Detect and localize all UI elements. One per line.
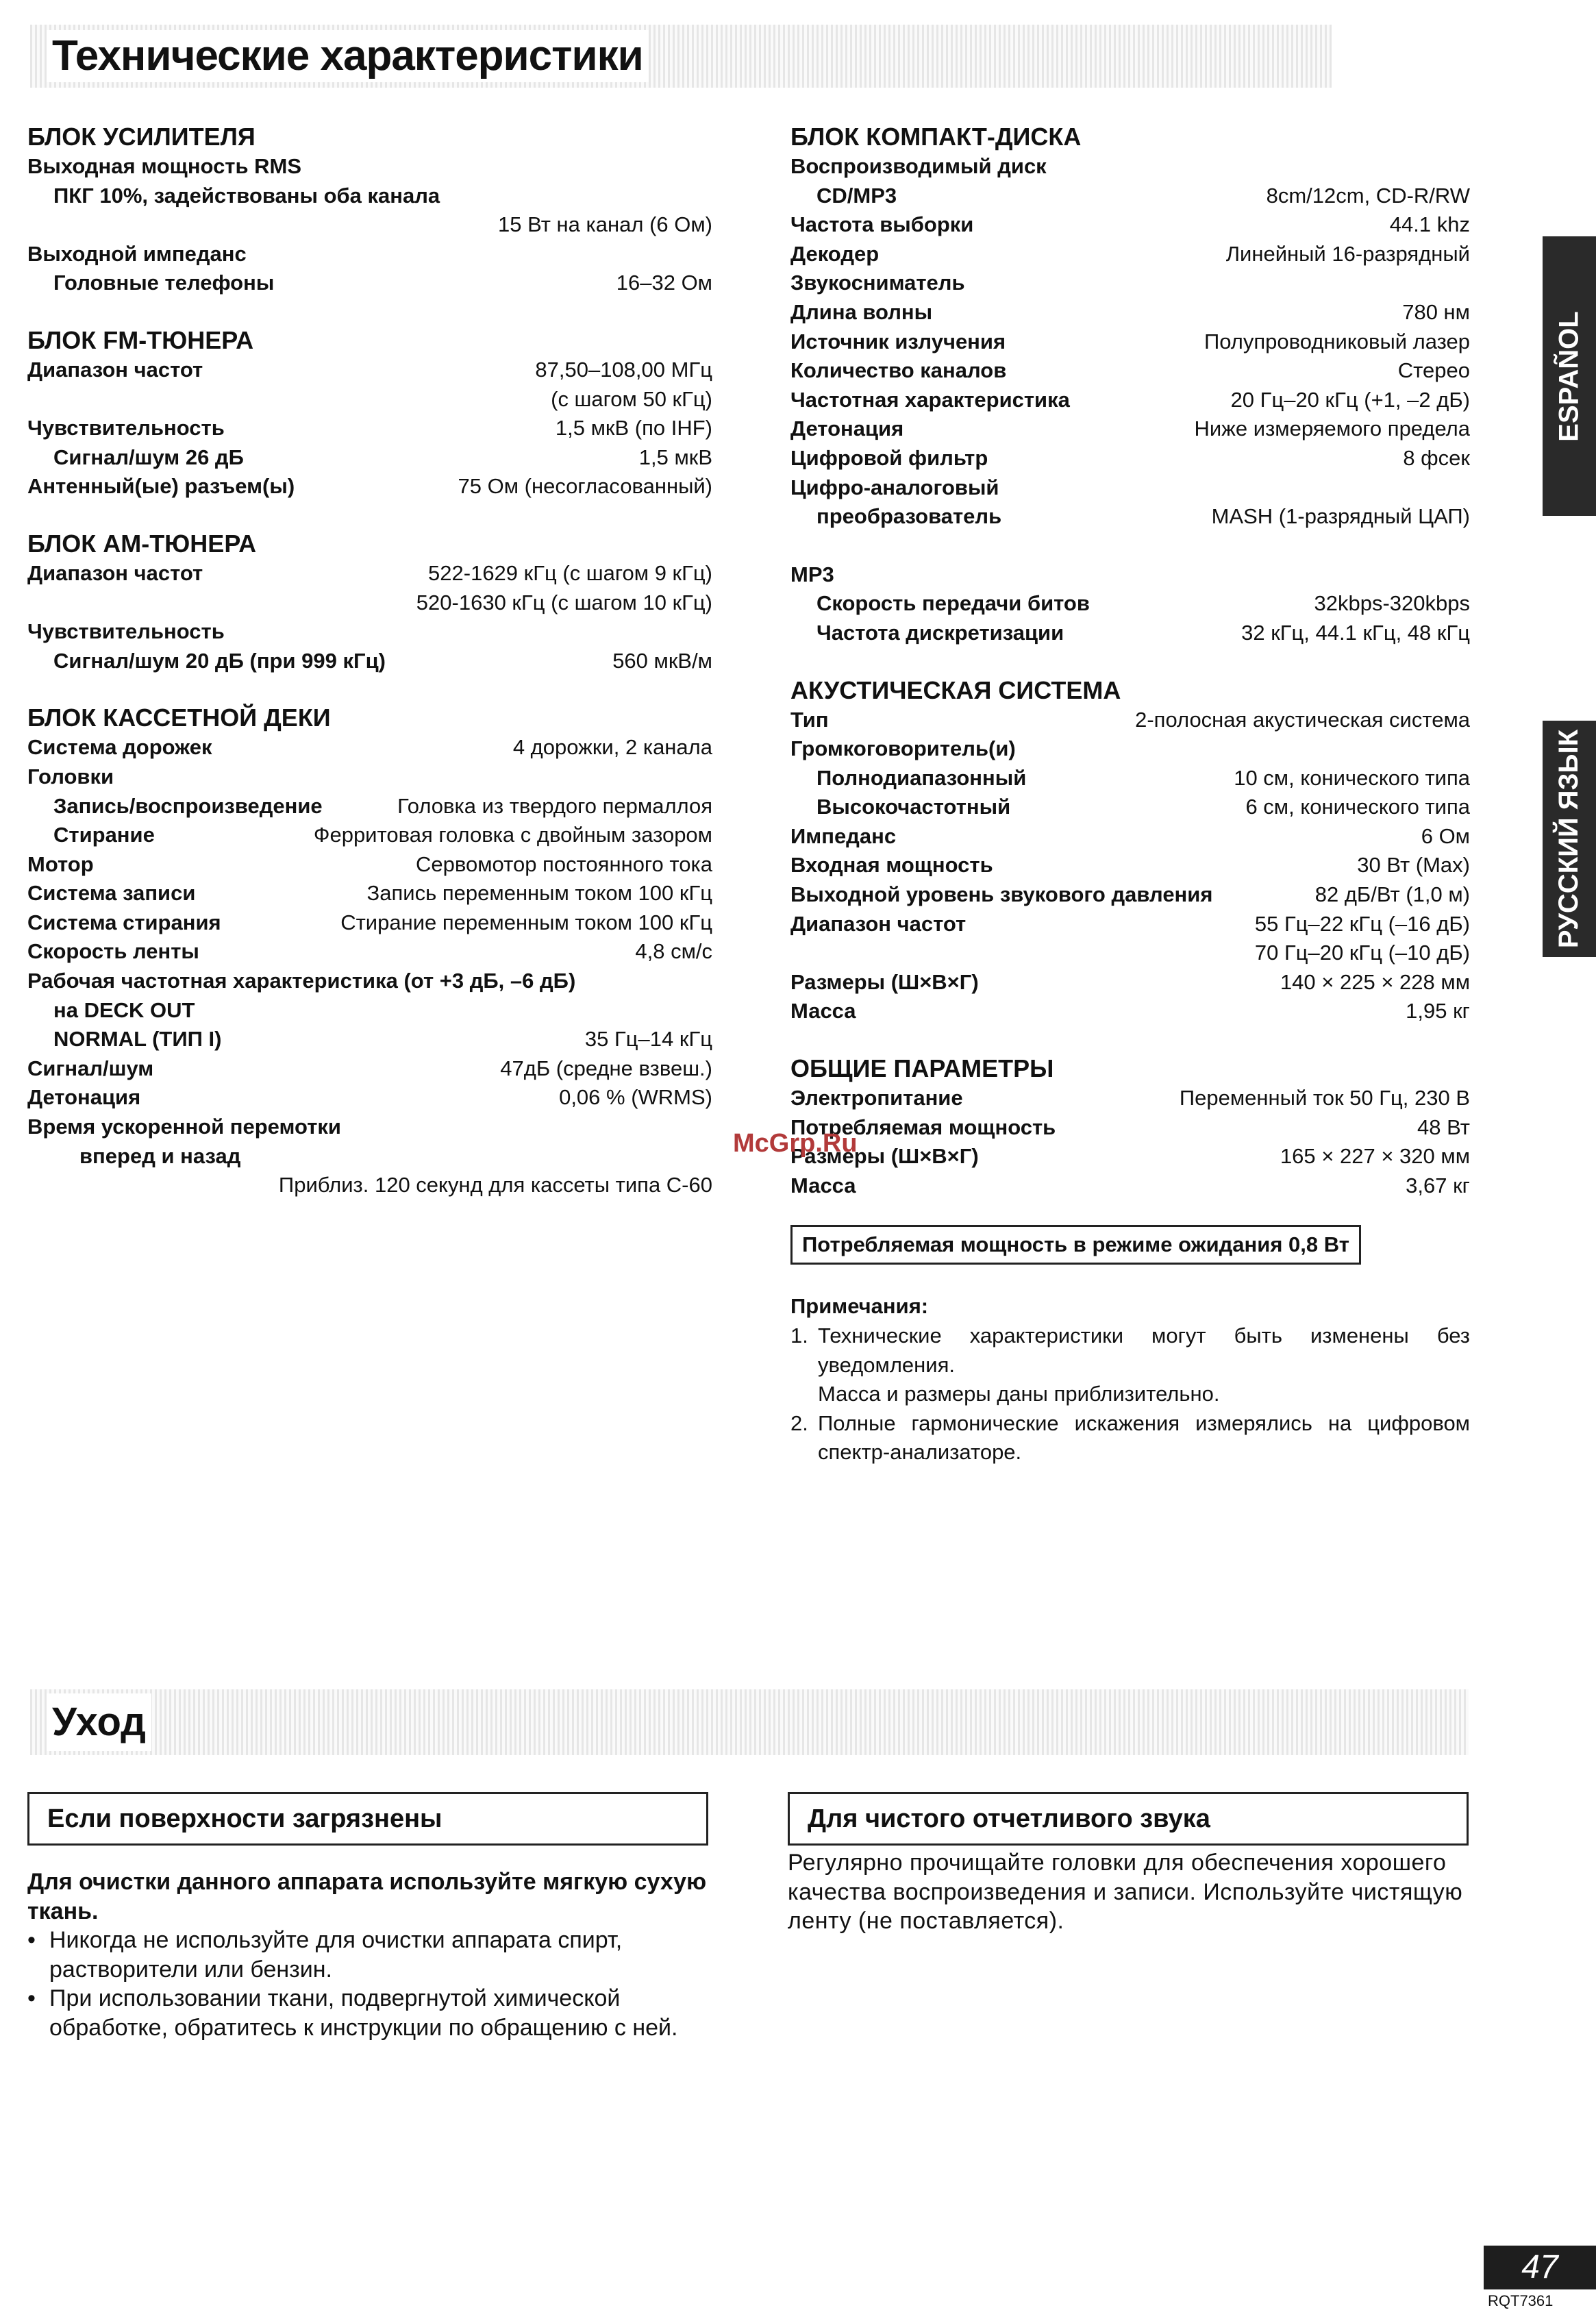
spec-label: Диапазон частот xyxy=(27,560,203,585)
spec-value: (с шагом 50 кГц) xyxy=(551,386,712,411)
spec-value: Стирание переменным током 100 кГц xyxy=(340,910,712,934)
spec-value: 70 Гц–20 кГц (–10 дБ) xyxy=(1254,941,1470,965)
spec-value: 35 Гц–14 кГц xyxy=(584,1027,712,1052)
spec-value: 48 Вт xyxy=(1417,1115,1470,1139)
spec-label: Входная мощность xyxy=(790,853,993,878)
spec-label: Система записи xyxy=(27,881,196,906)
tab-espanol: ESPAÑOL xyxy=(1543,236,1596,516)
cd-heading: БЛОК КОМПАКТ-ДИСКА xyxy=(790,123,1082,151)
spec-label: Высокочастотный xyxy=(816,795,1011,819)
note-number: 1. xyxy=(790,1324,808,1348)
spec-label: Рабочая частотная характеристика (от +3 дБ, –6 дБ) xyxy=(27,969,576,993)
spec-value: 44.1 khz xyxy=(1389,212,1470,237)
spec-value: 1,5 мкВ xyxy=(638,445,712,469)
spec-label: Запись/воспроизведение xyxy=(53,793,323,818)
care-right-text: Регулярно прочищайте головки для обеспечения хорошего качества воспроизведения и записи. Используйте чистящую ленту (не поставляется). xyxy=(788,1850,1463,1934)
spec-value: 32 кГц, 44.1 кГц, 48 кГц xyxy=(1241,620,1470,645)
care-title: Уход xyxy=(47,1693,151,1751)
spec-label: Воспроизводимый диск xyxy=(790,154,1047,178)
spec-value: 0,06 % (WRMS) xyxy=(559,1085,712,1110)
spec-label: Громкоговоритель(и) xyxy=(790,736,1016,761)
care-right-heading: Для чистого отчетливого звука xyxy=(788,1792,1469,1846)
spec-label: Тип xyxy=(790,707,829,732)
am-heading: БЛОК АМ-ТЮНЕРА xyxy=(27,529,257,558)
spec-value: 16–32 Ом xyxy=(616,271,712,295)
amp-heading: БЛОК УСИЛИТЕЛЯ xyxy=(27,123,255,151)
spec-value: 87,50–108,00 МГц xyxy=(535,357,712,382)
spec-label: преобразователь xyxy=(816,504,1002,529)
title-band xyxy=(30,25,1332,88)
spec-value: Головка из твердого пермаллоя xyxy=(397,793,712,818)
spec-value: Линейный 16-разрядный xyxy=(1225,241,1470,266)
note-text: Масса и размеры даны приблизительно. xyxy=(818,1382,1220,1406)
care-lead: Для очистки данного аппарата используйте мягкую сухую ткань. xyxy=(27,1869,707,1924)
spec-value: 10 см, конического типа xyxy=(1234,765,1470,790)
spec-label: Масса xyxy=(790,999,856,1023)
spec-value: 3,67 кг xyxy=(1406,1173,1470,1197)
spec-label: Цифро-аналоговый xyxy=(790,475,999,499)
spec-label: Сигнал/шум 20 дБ (при 999 кГц) xyxy=(53,648,386,673)
spec-label: Звукосниматель xyxy=(790,271,965,295)
spec-label: Цифровой фильтр xyxy=(790,445,988,470)
spec-value: 82 дБ/Вт (1,0 м) xyxy=(1314,882,1470,907)
spec-label: Детонация xyxy=(27,1085,141,1110)
spec-label: Мотор xyxy=(27,852,94,876)
left-column xyxy=(27,122,712,1200)
spec-value: 1,5 мкВ (по IHF) xyxy=(555,416,712,440)
watermark: McGrp.Ru xyxy=(733,1129,858,1158)
spec-value: Ферритовая головка с двойным зазором xyxy=(313,823,712,847)
spec-label: Масса xyxy=(790,1173,856,1197)
spec-label: ПКГ 10%, задействованы оба канала xyxy=(53,183,440,208)
spec-value: 8 фсек xyxy=(1403,445,1470,470)
fm-heading: БЛОК FM-ТЮНЕРА xyxy=(27,325,254,354)
spec-value: 15 Вт на канал (6 Ом) xyxy=(498,212,712,237)
spec-label: Сигнал/шум 26 дБ xyxy=(53,445,244,469)
spec-label: Диапазон частот xyxy=(790,911,967,936)
spec-value: 560 мкВ/м xyxy=(612,648,712,673)
spec-value: 780 нм xyxy=(1402,299,1470,324)
spec-label: NORMAL (ТИП I) xyxy=(53,1027,222,1052)
spec-label: Сигнал/шум xyxy=(27,1056,154,1080)
spec-label: Головные телефоны xyxy=(53,271,275,295)
spec-label: Диапазон частот xyxy=(27,357,203,382)
spec-value: Стерео xyxy=(1397,358,1470,383)
spec-label: Частотная характеристика xyxy=(790,387,1070,412)
spec-value: 2-полосная акустическая система xyxy=(1135,707,1470,732)
spec-value: Сервомотор постоянного тока xyxy=(416,852,712,876)
spec-label: Антенный(ые) разъем(ы) xyxy=(27,474,295,499)
spec-value: 55 Гц–22 кГц (–16 дБ) xyxy=(1254,911,1470,936)
speakers-heading: АКУСТИЧЕСКАЯ СИСТЕМА xyxy=(790,675,1121,704)
care-bullet-text: Никогда не используйте для очистки аппарата спирт, растворители или бензин. xyxy=(49,1927,623,1983)
spec-value: 4 дорожки, 2 канала xyxy=(512,735,712,760)
spec-value: Приблиз. 120 секунд для кассеты типа С-60 xyxy=(278,1173,712,1197)
spec-value: 6 Ом xyxy=(1421,823,1470,848)
spec-label: Стирание xyxy=(53,823,155,847)
spec-value: 20 Гц–20 кГц (+1, –2 дБ) xyxy=(1230,387,1470,412)
document-code: RQT7361 xyxy=(1488,2292,1554,2309)
care-left-heading: Если поверхности загрязнены xyxy=(27,1792,708,1846)
right-column xyxy=(790,122,1470,1467)
deck-heading: БЛОК КАССЕТНОЙ ДЕКИ xyxy=(27,704,331,732)
page-number: 47 xyxy=(1484,2246,1596,2289)
spec-label: Скорость ленты xyxy=(27,939,199,964)
spec-label: Количество каналов xyxy=(790,358,1007,383)
spec-value: 4,8 см/с xyxy=(635,939,712,964)
page-title: Технические характеристики xyxy=(47,30,649,82)
spec-value: 75 Ом (несогласованный) xyxy=(458,474,712,499)
spec-value: Полупроводниковый лазер xyxy=(1204,329,1470,353)
spec-label: Время ускоренной перемотки xyxy=(27,1115,341,1139)
spec-value: Запись переменным током 100 кГц xyxy=(366,881,712,906)
spec-label: Чувствительность xyxy=(27,619,225,644)
spec-label: Декодер xyxy=(790,241,880,266)
care-bullet-text: При использовании ткани, подвергнутой химической обработке, обратитесь к инструкции по обращению с ней. xyxy=(49,1985,678,2041)
spec-value: Ниже измеряемого предела xyxy=(1194,417,1470,441)
spec-label: Размеры (Ш×В×Г) xyxy=(790,969,979,994)
spec-value: 165 × 227 × 320 мм xyxy=(1280,1144,1470,1169)
spec-label: Потребляемая мощность xyxy=(790,1115,1056,1139)
bullet: • xyxy=(27,1985,36,2011)
spec-label: Выходная мощность RMS xyxy=(27,154,302,178)
care-left-text xyxy=(27,1867,707,2042)
spec-label: Головки xyxy=(27,764,114,788)
spec-label: Полнодиапазонный xyxy=(816,765,1027,790)
spec-label: Система дорожек xyxy=(27,735,212,760)
spec-label: Длина волны xyxy=(790,299,933,324)
note-text: Полные гармонические искажения измерялись на цифровом спектр-анализаторе. xyxy=(818,1411,1470,1465)
notes xyxy=(790,1292,1470,1467)
spec-value: 8cm/12cm, CD-R/RW xyxy=(1266,183,1470,208)
note-text: Технические характеристики могут быть изменены без уведомления. xyxy=(818,1324,1470,1377)
spec-value: 522-1629 кГц (с шагом 9 кГц) xyxy=(428,560,712,585)
spec-label: Частота дискретизации xyxy=(816,620,1064,645)
spec-label: Выходной импеданс xyxy=(27,241,247,266)
mp3-heading: MP3 xyxy=(790,562,834,586)
spec-label: Детонация xyxy=(790,417,904,441)
spec-label: Система стирания xyxy=(27,910,221,934)
spec-label: Чувствительность xyxy=(27,416,225,440)
spec-label: Выходной уровень звукового давления xyxy=(790,882,1213,907)
spec-label: Источник излучения xyxy=(790,329,1006,353)
spec-label: Частота выборки xyxy=(790,212,974,237)
spec-label: Размеры (Ш×В×Г) xyxy=(790,1144,979,1169)
spec-label: вперед и назад xyxy=(79,1143,241,1168)
spec-value: 1,95 кг xyxy=(1406,999,1470,1023)
standby-power-box: Потребляемая мощность в режиме ожидания 0,8 Вт xyxy=(790,1225,1361,1265)
spec-label: на DECK OUT xyxy=(53,997,195,1022)
spec-label: Импеданс xyxy=(790,823,897,848)
spec-value: Переменный ток 50 Гц, 230 В xyxy=(1179,1086,1470,1110)
spec-label: CD/MP3 xyxy=(816,183,897,208)
spec-value: MASH (1-разрядный ЦАП) xyxy=(1211,504,1470,529)
spec-label: Скорость передачи битов xyxy=(816,591,1090,616)
care-band xyxy=(30,1689,1469,1755)
note-number: 2. xyxy=(790,1411,808,1435)
spec-value: 520-1630 кГц (с шагом 10 кГц) xyxy=(416,590,712,614)
tab-russian: РУССКИЙ ЯЗЫК xyxy=(1543,721,1596,957)
general-heading: ОБЩИЕ ПАРАМЕТРЫ xyxy=(790,1054,1054,1083)
spec-value: 140 × 225 × 228 мм xyxy=(1280,969,1470,994)
notes-heading: Примечания: xyxy=(790,1294,929,1319)
spec-value: 6 см, конического типа xyxy=(1245,795,1470,819)
spec-label: Электропитание xyxy=(790,1086,963,1110)
spec-value: 32kbps-320kbps xyxy=(1314,591,1470,616)
spec-value: 30 Вт (Max) xyxy=(1357,853,1470,878)
spec-value: 47дБ (средне взвеш.) xyxy=(500,1056,712,1080)
bullet: • xyxy=(27,1927,36,1953)
